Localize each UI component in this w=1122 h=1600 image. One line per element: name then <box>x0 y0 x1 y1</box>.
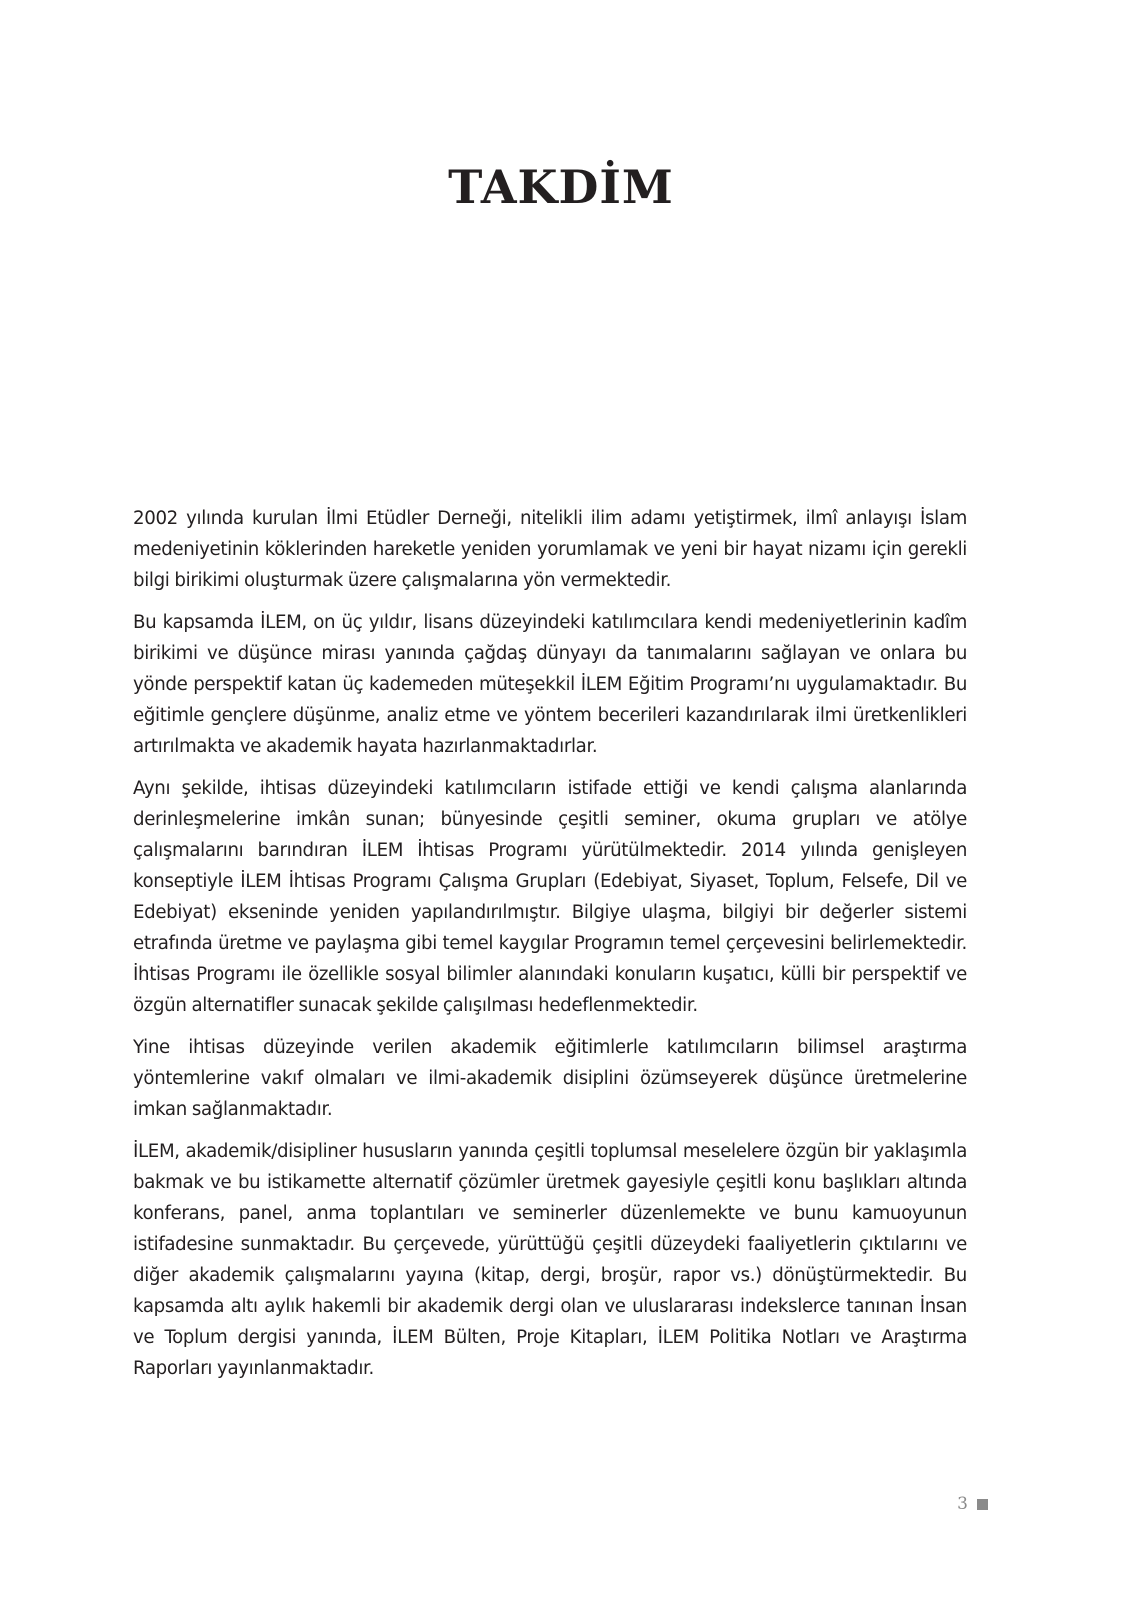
body-text <box>133 503 967 1395</box>
paragraph-4: Yine ihtisas düzeyinde verilen akademik eğitimlerle katılımcıların bilimsel araştırma yöntemlerine vakıf olmaları ve ilmi-akademik disiplini özümseyerek düşünce üretmelerine imkan sağlanmaktadır. <box>133 1037 967 1120</box>
page-number: 3 <box>957 1494 968 1514</box>
paragraph-3: Aynı şekilde, ihtisas düzeyindeki katılımcıların istifade ettiği ve kendi çalışma alanlarında derinleşmelerine imkân sunan; bünyesinde çeşitli seminer, okuma grupları ve atölye çalışmalarını barındıran İLEM İhtisas Programı yürütülmektedir. 2014 yılında genişleyen konseptiyle İLEM İhtisas Programı Çalışma Grupları (Edebiyat, Siyaset, Toplum, Felsefe, Dil ve Edebiyat) ekseninde yeniden yapılandırılmıştır. Bilgiye ulaşma, bilgiyi bir değerler sistemi etrafında üretme ve paylaşma gibi temel kaygılar Programın temel çerçevesini belirlemektedir. İhtisas Programı ile özellikle sosyal bilimler alanındaki konuların kuşatıcı, külli bir perspektif ve özgün alternatifler sunacak şekilde çalışılması hedeflenmektedir. <box>133 778 967 1016</box>
paragraph-5: İLEM, akademik/disipliner hususların yanında çeşitli toplumsal meselelere özgün bir yaklaşımla bakmak ve bu istikamette alternatif çözümler üretmek gayesiyle çeşitli konu başlıkları altında konferans, panel, anma toplantıları ve seminerler düzenlemekte ve bunu kamuoyunun istifadesine sunmaktadır. Bu çerçevede, yürüttüğü çeşitli düzeydeki faaliyetlerin çıktılarını ve diğer akademik çalışmalarını yayına (kitap, dergi, broşür, rapor vs.) dönüştürmektedir. Bu kapsamda altı aylık hakemli bir akademik dergi olan ve uluslararası indekslerce tanınan İnsan ve Toplum dergisi yanında, İLEM Bülten, Proje Kitapları, İLEM Politika Notları ve Araştırma Raporları yayınlanmaktadır. <box>133 1141 967 1379</box>
square-icon <box>977 1499 988 1510</box>
paragraph-2: Bu kapsamda İLEM, on üç yıldır, lisans düzeyindeki katılımcılara kendi medeniyetlerinin kadîm birikimi ve düşünce mirası yanında çağdaş dünyayı da tanımalarını sağlayan ve onlara bu yönde perspektif katan üç kademeden müteşekkil İLEM Eğitim Programı’nı uygulamaktadır. Bu eğitimle gençlere düşünme, analiz etme ve yöntem becerileri kazandırılarak ilmi üretkenlikleri artırılmakta ve akademik hayata hazırlanmaktadırlar. <box>133 612 967 757</box>
paragraph-1: 2002 yılında kurulan İlmi Etüdler Derneği, nitelikli ilim adamı yetiştirmek, ilmî anlayışı İslam medeniyetinin köklerinden hareketle yeniden yorumlamak ve yeni bir hayat nizamı için gerekli bilgi birikimi oluşturmak üzere çalışmalarına yön vermektedir. <box>133 508 967 591</box>
page-title: TAKDİM <box>448 160 674 214</box>
page-footer <box>957 1494 988 1514</box>
